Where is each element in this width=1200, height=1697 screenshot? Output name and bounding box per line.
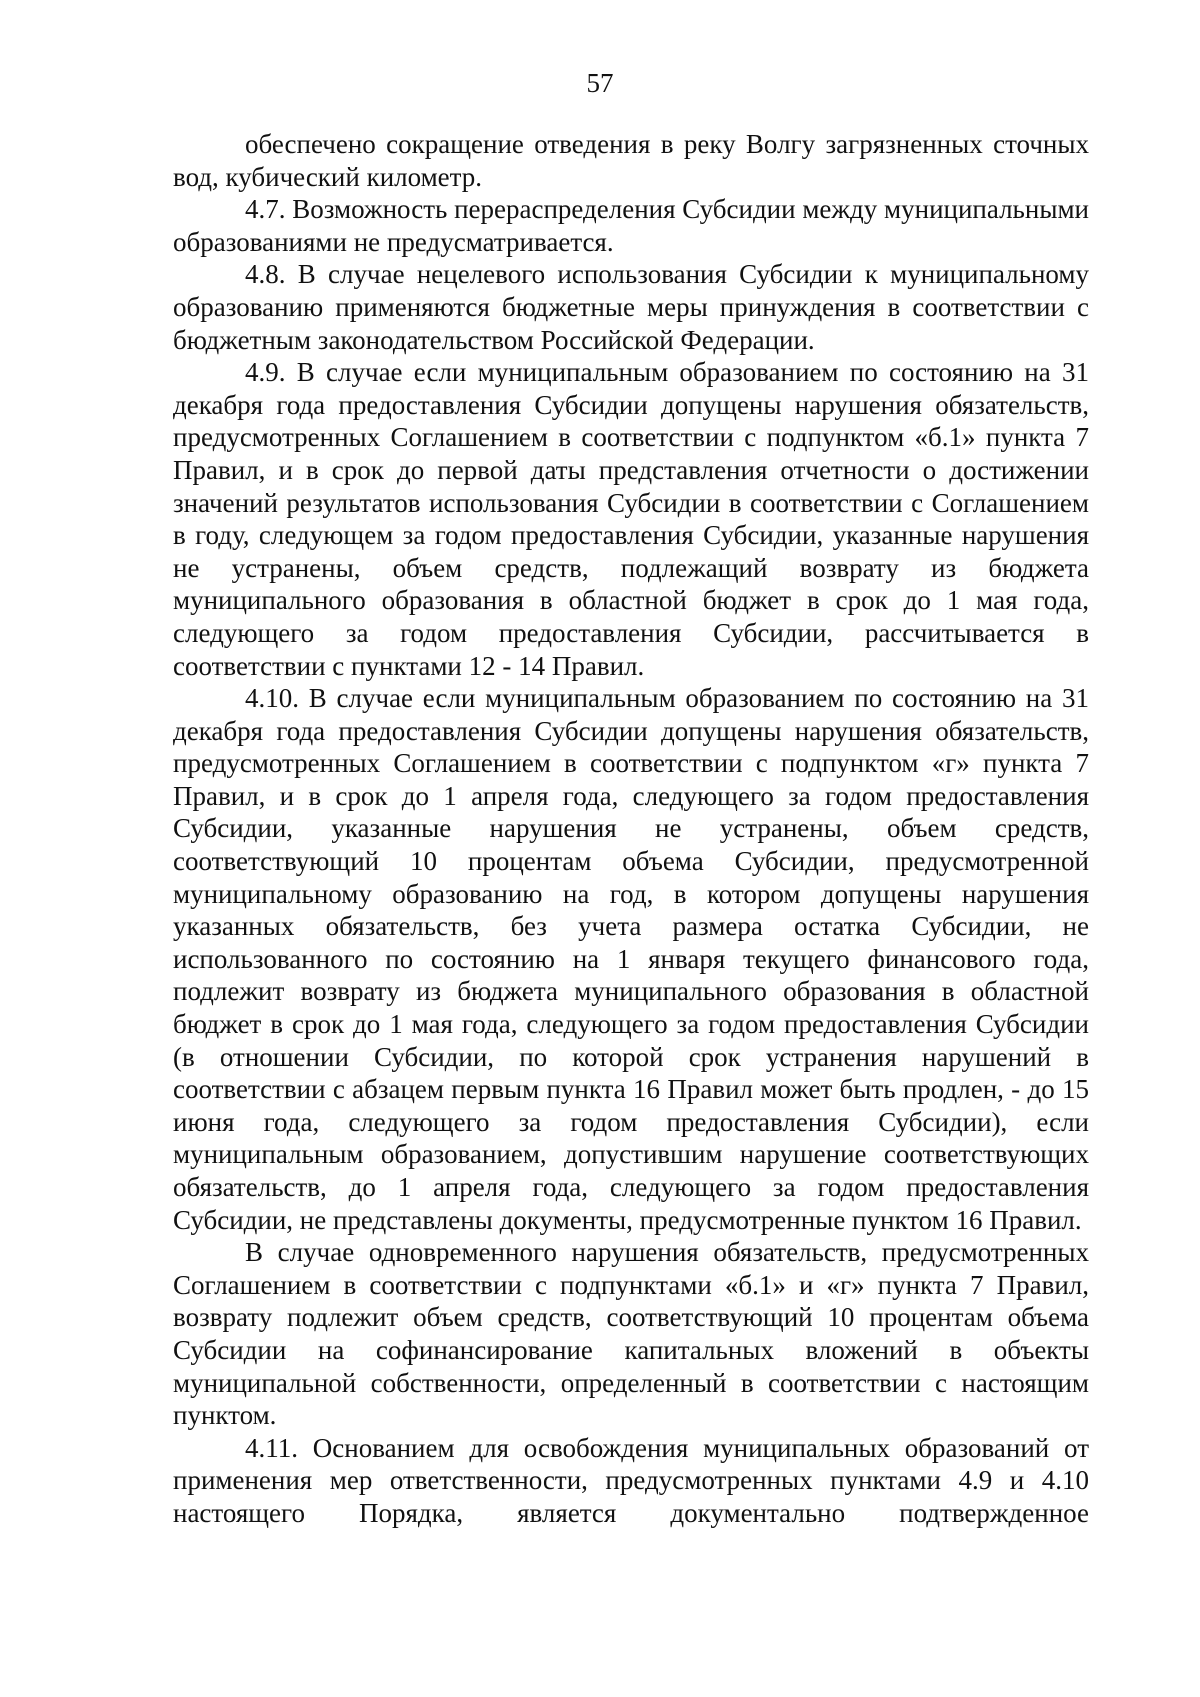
document-body: [173, 128, 1089, 1530]
page-number: 57: [586, 68, 614, 98]
paragraph-4-8: 4.8. В случае нецелевого использования Субсидии к муниципальному образованию применяются бюджетные меры принуждения в соответствии с бюджетным законодательством Российской Федерации.: [173, 259, 1089, 355]
paragraph-4-11: 4.11. Основанием для освобождения муниципальных образований от применения мер ответственности, предусмотренных пунктами 4.9 и 4.10 настоящего Порядка, является документально подтвержденное: [173, 1432, 1089, 1528]
paragraph-4-7: 4.7. Возможность перераспределения Субсидии между муниципальными образованиями не предусматривается.: [173, 194, 1090, 257]
paragraph-4-10-simultaneous-violation: В случае одновременного нарушения обязательств, предусмотренных Соглашением в соответствии с подпунктами «б.1» и «г» пункта 7 Правил, возврату подлежит объем средств, соответствующий 10 процентам объема Субсидии на софинансирование капитальных вложений в объекты муниципальной собственности, определенный в соответствии с настоящим пунктом.: [173, 1237, 1089, 1431]
paragraph-4-10: 4.10. В случае если муниципальным образованием по состоянию на 31 декабря года предоставления Субсидии допущены нарушения обязательств, предусмотренных Соглашением в соответствии с подпунктом «г» пункта 7 Правил, и в срок до 1 апреля года, следующего за годом предоставления Субсидии, указанные нарушения не устранены, объем средств, соответствующий 10 процентам объема Субсидии, предусмотренной муниципальному образованию на год, в котором допущены нарушения указанных обязательств, без учета размера остатка Субсидии, не использованного по состоянию на 1 января текущего финансового года, подлежит возврату из бюджета муниципального образования в областной бюджет в срок до 1 мая года, следующего за годом предоставления Субсидии (в отношении Субсидии, по которой срок устранения нарушений в соответствии с абзацем первым пункта 16 Правил может быть продлен, - до 15 июня года, следующего за годом предоставления Субсидии), если муниципальным образованием, допустившим нарушение соответствующих обязательств, до 1 апреля года, следующего за годом предоставления Субсидии, не представлены документы, предусмотренные пунктом 16 Правил.: [173, 683, 1089, 1235]
paragraph-4-9: 4.9. В случае если муниципальным образованием по состоянию на 31 декабря года предоставления Субсидии допущены нарушения обязательств, предусмотренных Соглашением в соответствии с подпунктом «б.1» пункта 7 Правил, и в срок до первой даты представления отчетности о достижении значений результатов использования Субсидии в соответствии с Соглашением в году, следующем за годом предоставления Субсидии, указанные нарушения не устранены, объем средств, подлежащий возврату из бюджета муниципального образования в областной бюджет в срок до 1 мая года, следующего за годом предоставления Субсидии, рассчитывается в соответствии с пунктами 12 - 14 Правил.: [173, 357, 1089, 681]
paragraph-4-6-continuation: обеспечено сокращение отведения в реку Волгу загрязненных сточных вод, кубический километр.: [173, 129, 1089, 192]
